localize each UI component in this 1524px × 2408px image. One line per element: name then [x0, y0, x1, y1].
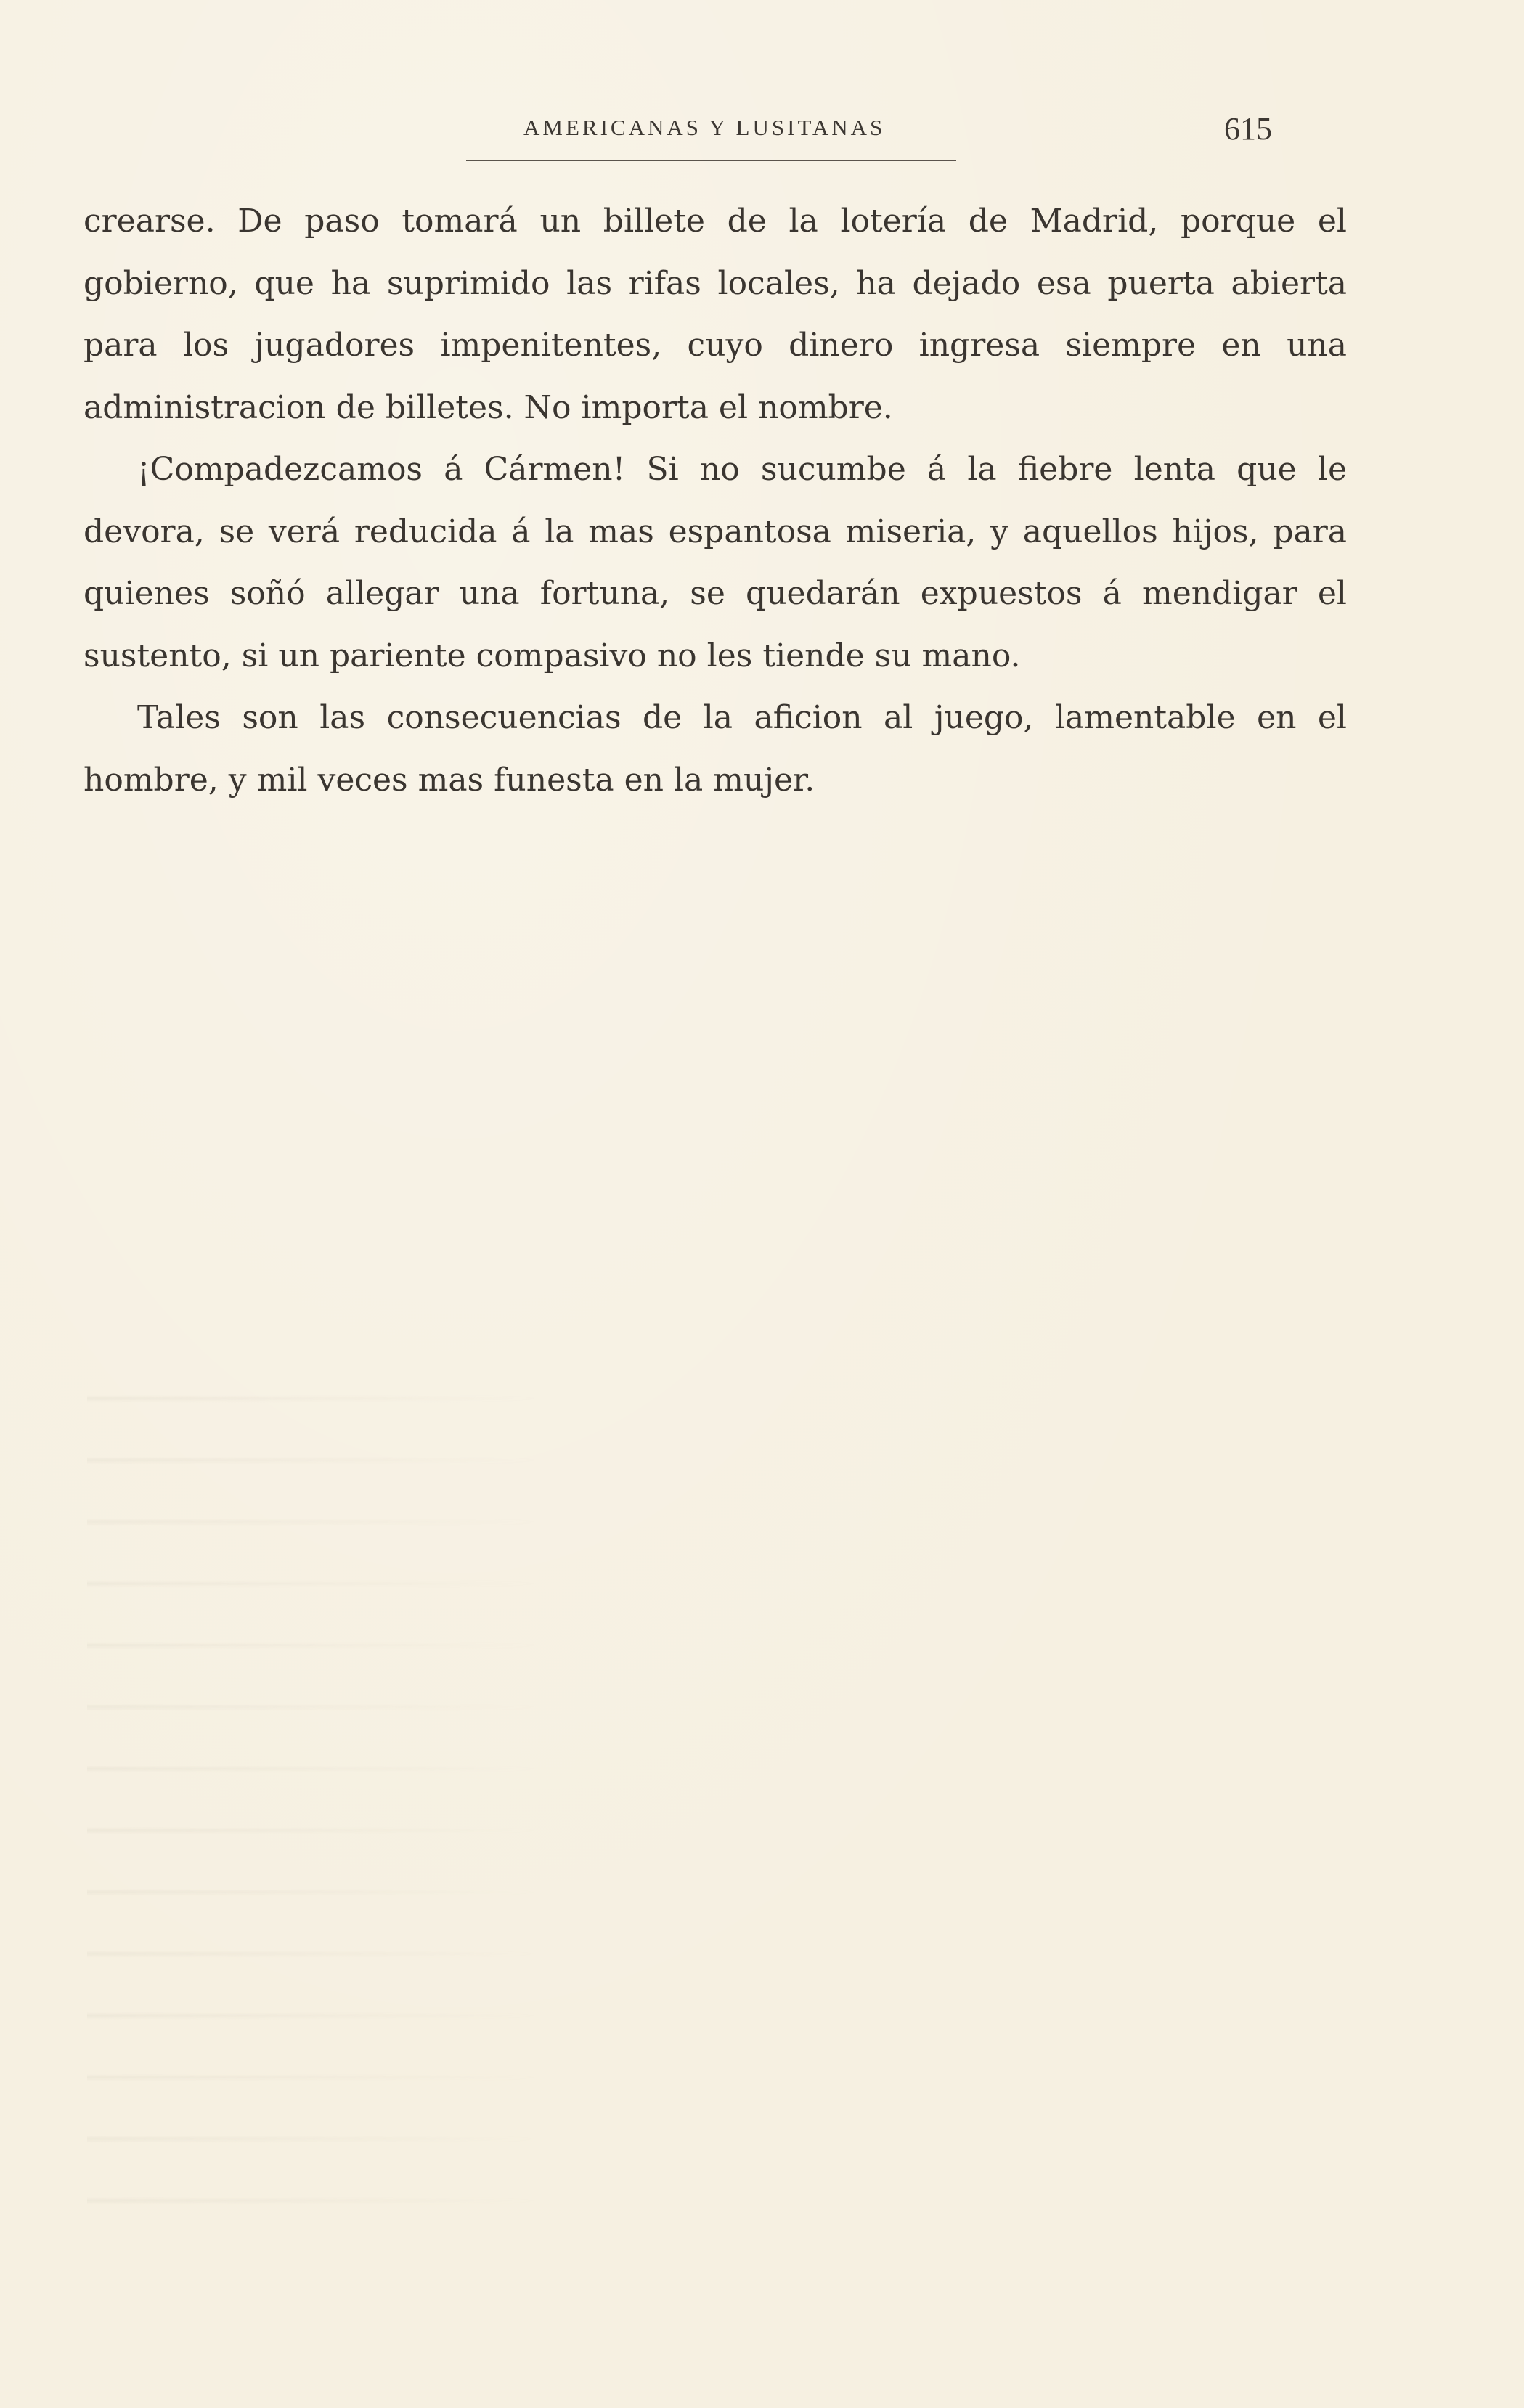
paragraph-continuation: crearse. De paso tomará un billete de la lotería de Madrid, porque el gobierno, que ha suprimido las rifas locales, ha dejado esa puerta abierta para los jugadores impenitentes, cuyo dinero ingresa siempre en una administracion de billetes. No importa el nombre.	[83, 203, 1347, 426]
running-head-title: AMERICANAS Y LUSITANAS	[523, 115, 886, 140]
paragraph-conclusion: Tales son las consecuencias de la aficion al juego, lamentable en el hombre, y mil veces mas funesta en la mujer.	[83, 699, 1347, 799]
paragraph-compadezcamos: ¡Compadezcamos á Cármen! Si no sucumbe á la fiebre lenta que le devora, se verá reducida á la mas espantosa miseria, y aquellos hijos, para quienes soñó allegar una fortuna, se quedarán expuestos á mendigar el sustento, si un pariente compasivo no les tiende su mano.	[83, 451, 1347, 674]
running-head	[0, 111, 1524, 166]
body-text	[83, 190, 1347, 811]
page-number: 615	[1224, 111, 1272, 147]
head-rule	[466, 160, 956, 161]
reverse-side-show-through	[87, 1358, 741, 2258]
